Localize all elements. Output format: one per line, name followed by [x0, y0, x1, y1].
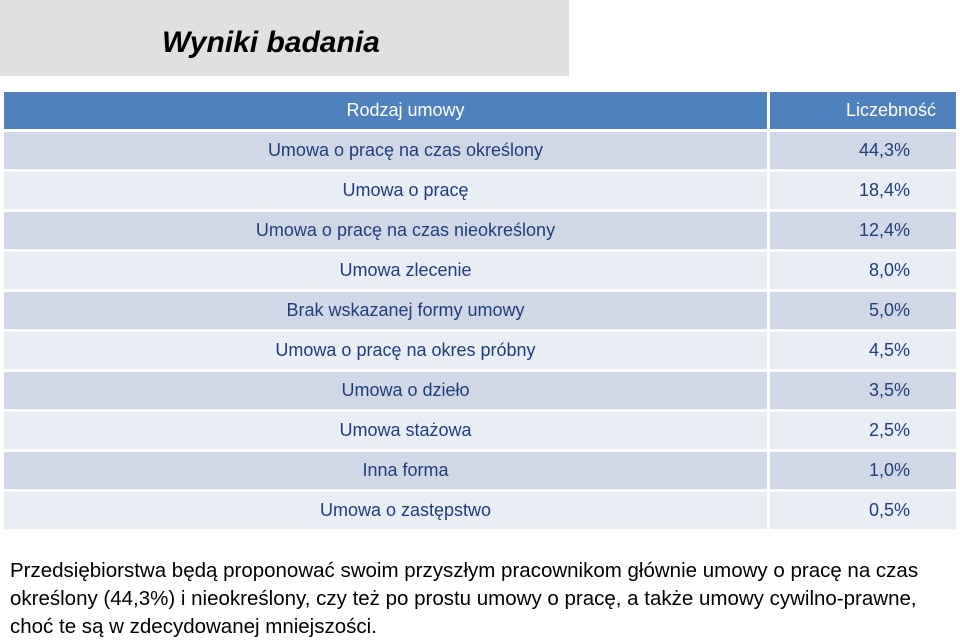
row-label: Umowa stażowa	[4, 412, 767, 449]
row-label: Umowa o zastępstwo	[4, 492, 767, 529]
header-contract-type: Rodzaj umowy	[4, 92, 767, 129]
table-row	[4, 292, 956, 329]
table-row	[4, 212, 956, 249]
row-value: 3,5%	[767, 372, 956, 409]
results-table	[4, 89, 956, 532]
table-row	[4, 412, 956, 449]
table-row	[4, 172, 956, 209]
table-row	[4, 132, 956, 169]
row-label: Umowa o pracę na czas nieokreślony	[4, 212, 767, 249]
row-value: 8,0%	[767, 252, 956, 289]
row-label: Umowa o pracę na czas określony	[4, 132, 767, 169]
table-header-row	[4, 92, 956, 129]
row-label: Umowa o dzieło	[4, 372, 767, 409]
table-row	[4, 492, 956, 529]
row-label: Umowa o pracę na okres próbny	[4, 332, 767, 369]
row-value: 1,0%	[767, 452, 956, 489]
row-label: Umowa zlecenie	[4, 252, 767, 289]
row-label: Umowa o pracę	[4, 172, 767, 209]
table-row	[4, 372, 956, 409]
table-row	[4, 332, 956, 369]
row-label: Brak wskazanej formy umowy	[4, 292, 767, 329]
row-value: 12,4%	[767, 212, 956, 249]
row-value: 0,5%	[767, 492, 956, 529]
row-value: 18,4%	[767, 172, 956, 209]
row-value: 5,0%	[767, 292, 956, 329]
row-value: 4,5%	[767, 332, 956, 369]
page-title: Wyniki badania	[162, 26, 380, 59]
header-frequency: Liczebność	[767, 92, 956, 129]
table-row	[4, 452, 956, 489]
row-value: 2,5%	[767, 412, 956, 449]
row-label: Inna forma	[4, 452, 767, 489]
row-value: 44,3%	[767, 132, 956, 169]
summary-paragraph: Przedsiębiorstwa będą proponować swoim przyszłym pracownikom głównie umowy o pracę na czas określony (44,3%) i nieokreślony, czy też po prostu umowy o pracę, a także umowy cywilno-prawne, choć te są w zdecydowanej mniejszości.	[10, 559, 919, 638]
table-row	[4, 252, 956, 289]
